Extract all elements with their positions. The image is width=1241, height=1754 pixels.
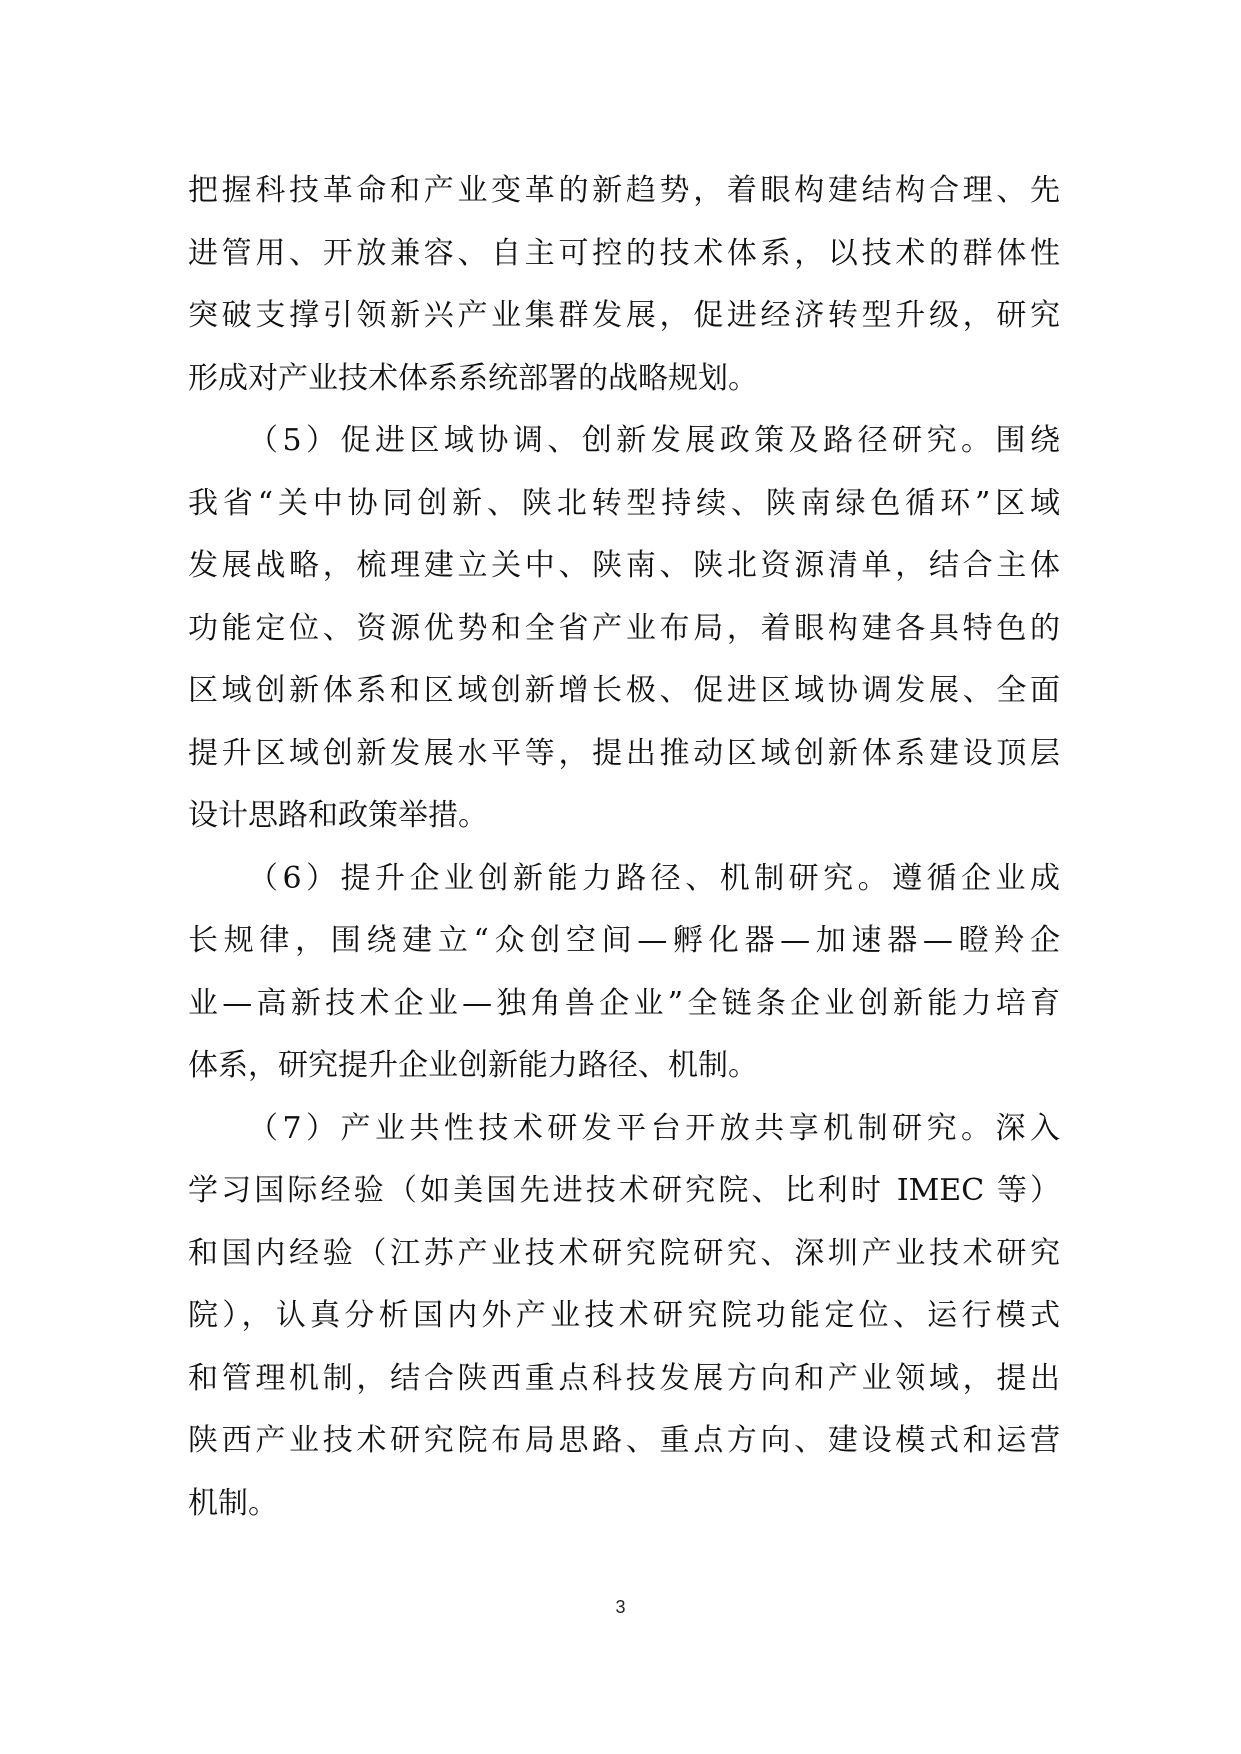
text-line: 院），认真分析国内外产业技术研究院功能定位、运行模式 [188, 1298, 1060, 1333]
text-line: 和国内经验（江苏产业技术研究院研究、深圳产业技术研究 [188, 1235, 1060, 1271]
text-line: 区域创新体系和区域创新增长极、促进区域协调发展、全面 [188, 673, 1060, 708]
text-line: 学习国际经验（如美国先进技术研究院、比利时 IMEC 等） [188, 1173, 1060, 1208]
text-line: 陕西产业技术研究院布局思路、重点方向、建设模式和运营 [188, 1423, 1060, 1458]
text-line: 突破支撑引领新兴产业集群发展，促进经济转型升级，研究 [188, 298, 1060, 333]
text-line: 体系，研究提升企业创新能力路径、机制。 [188, 1048, 758, 1083]
text-line: 功能定位、资源优势和全省产业布局，着眼构建各具特色的 [188, 610, 1060, 646]
text-line: 业—高新技术企业—独角兽企业”全链条企业创新能力培育 [188, 985, 1060, 1021]
text-line: 进管用、开放兼容、自主可控的技术体系，以技术的群体性 [188, 235, 1060, 271]
text-line: 发展战略，梳理建立关中、陕南、陕北资源清单，结合主体 [188, 548, 1060, 583]
text-line: 机制。 [188, 1485, 278, 1521]
text-line: 设计思路和政策举措。 [188, 798, 488, 833]
text-line: 形成对产业技术体系系统部署的战略规划。 [188, 360, 758, 396]
text-line: 长规律，围绕建立“众创空间—孵化器—加速器—瞪羚企 [188, 923, 1060, 958]
text-line: 把握科技革命和产业变革的新趋势，着眼构建结构合理、先 [188, 173, 1060, 208]
page-number: 3 [615, 1597, 626, 1617]
paragraph-5-heading-line: （5）促进区域协调、创新发展政策及路径研究。围绕 [248, 423, 1060, 458]
paragraph-7-heading-line: （7）产业共性技术研发平台开放共享机制研究。深入 [248, 1110, 1060, 1146]
text-line: 我省“关中协同创新、陕北转型持续、陕南绿色循环”区域 [188, 485, 1060, 521]
text-line: 和管理机制，结合陕西重点科技发展方向和产业领域，提出 [188, 1360, 1060, 1396]
paragraph-6-heading-line: （6）提升企业创新能力路径、机制研究。遵循企业成 [248, 860, 1060, 896]
text-line: 提升区域创新发展水平等，提出推动区域创新体系建设顶层 [188, 735, 1060, 771]
body-text [188, 160, 1060, 1535]
